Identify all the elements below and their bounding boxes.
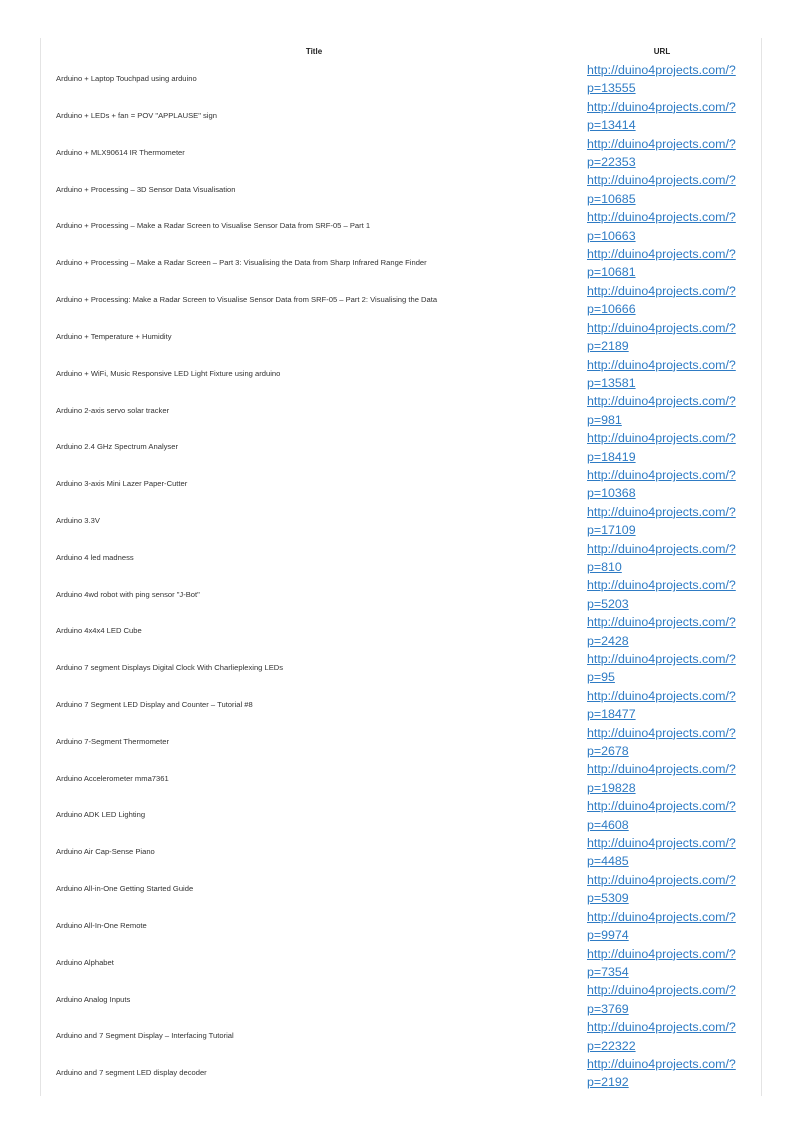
project-title: Arduino and 7 segment LED display decoder (56, 1068, 207, 1078)
url-cell (579, 945, 755, 982)
project-url-link[interactable]: http://duino4projects.com/?p=2678 (587, 725, 736, 759)
table-row (49, 98, 755, 135)
project-title: Arduino All-in-One Getting Started Guide (56, 884, 194, 894)
table-row (49, 356, 755, 393)
table-row (49, 282, 755, 319)
project-url-link[interactable]: http://duino4projects.com/?p=22322 (587, 1020, 736, 1053)
project-title: Arduino All-In-One Remote (56, 920, 147, 930)
project-title: Arduino 7 segment Displays Digital Clock With Charlieplexing LEDs (56, 663, 284, 673)
project-title: Arduino + LEDs + fan = POV "APPLAUSE" sign (56, 111, 217, 121)
table-row (49, 687, 755, 724)
column-header-title: Title (305, 47, 323, 56)
url-cell (579, 724, 755, 761)
table-header-row (49, 42, 755, 61)
project-title: Arduino Air Cap-Sense Piano (56, 847, 155, 857)
table-row (49, 576, 755, 613)
url-cell (579, 908, 755, 945)
table-row (49, 981, 755, 1018)
project-url-link[interactable]: http://duino4projects.com/?p=10681 (587, 247, 736, 280)
project-url-link[interactable]: http://duino4projects.com/?p=13581 (587, 357, 736, 390)
project-title: Arduino ADK LED Lighting (56, 810, 146, 820)
url-cell (579, 356, 755, 393)
url-cell (579, 208, 755, 245)
table-row (49, 61, 755, 98)
project-title: Arduino 3-axis Mini Lazer Paper-Cutter (56, 479, 188, 489)
project-url-link[interactable]: http://duino4projects.com/?p=2192 (587, 1056, 736, 1090)
table-row (49, 429, 755, 466)
project-url-link[interactable]: http://duino4projects.com/?p=10663 (587, 210, 736, 243)
table-row (49, 171, 755, 208)
url-cell (579, 613, 755, 650)
url-cell (579, 503, 755, 540)
url-cell (579, 540, 755, 577)
project-url-link[interactable]: http://duino4projects.com/?p=810 (587, 541, 736, 574)
project-url-link[interactable]: http://duino4projects.com/?p=9974 (587, 909, 736, 943)
project-url-link[interactable]: http://duino4projects.com/?p=10666 (587, 283, 736, 317)
table-row (49, 724, 755, 761)
url-cell (579, 760, 755, 797)
project-title: Arduino 2.4 GHz Spectrum Analyser (56, 442, 178, 452)
project-url-link[interactable]: http://duino4projects.com/?p=7354 (587, 946, 736, 979)
url-cell (579, 171, 755, 208)
table-row (49, 613, 755, 650)
url-cell (579, 650, 755, 687)
url-cell (579, 319, 755, 356)
url-cell (579, 98, 755, 135)
url-cell (579, 429, 755, 466)
project-url-link[interactable]: http://duino4projects.com/?p=95 (587, 652, 736, 685)
projects-table (49, 42, 755, 1092)
url-cell (579, 1055, 755, 1092)
project-url-link[interactable]: http://duino4projects.com/?p=5309 (587, 872, 736, 906)
project-title: Arduino 4wd robot with ping sensor "J-Bot" (56, 589, 200, 599)
project-title: Arduino + WiFi, Music Responsive LED Light Fixture using arduino (56, 368, 281, 378)
table-row (49, 1018, 755, 1055)
project-url-link[interactable]: http://duino4projects.com/?p=4485 (587, 836, 736, 869)
project-title: Arduino Alphabet (56, 957, 114, 967)
url-cell (579, 981, 755, 1018)
table-row (49, 1055, 755, 1092)
table-row (49, 466, 755, 503)
project-title: Arduino 4x4x4 LED Cube (56, 626, 142, 636)
project-url-link[interactable]: http://duino4projects.com/?p=17109 (587, 504, 736, 538)
project-url-link[interactable]: http://duino4projects.com/?p=13555 (587, 63, 736, 96)
project-title: Arduino 7 Segment LED Display and Counter – Tutorial #8 (56, 700, 253, 710)
project-title: Arduino + Processing – Make a Radar Screen to Visualise Sensor Data from SRF-05 – Part 1 (56, 221, 371, 231)
project-url-link[interactable]: http://duino4projects.com/?p=981 (587, 394, 736, 427)
project-title: Arduino + Processing: Make a Radar Screen to Visualise Sensor Data from SRF-05 – Part 2: Visualising the Data (56, 295, 438, 305)
url-cell (579, 687, 755, 724)
table-row (49, 760, 755, 797)
project-title: Arduino Accelerometer mma7361 (56, 773, 169, 783)
url-cell (579, 871, 755, 908)
project-title: Arduino + Temperature + Humidity (56, 331, 172, 341)
table-row (49, 208, 755, 245)
url-cell (579, 466, 755, 503)
project-url-link[interactable]: http://duino4projects.com/?p=3769 (587, 983, 736, 1016)
table-row (49, 540, 755, 577)
url-cell (579, 797, 755, 834)
table-row (49, 908, 755, 945)
project-url-link[interactable]: http://duino4projects.com/?p=22353 (587, 136, 736, 170)
project-url-link[interactable]: http://duino4projects.com/?p=2428 (587, 615, 736, 648)
project-url-link[interactable]: http://duino4projects.com/?p=18419 (587, 431, 736, 464)
project-url-link[interactable]: http://duino4projects.com/?p=5203 (587, 578, 736, 611)
table-row (49, 797, 755, 834)
url-cell (579, 392, 755, 429)
table-row (49, 834, 755, 871)
table-row (49, 319, 755, 356)
url-cell (579, 1018, 755, 1055)
table-row (49, 871, 755, 908)
url-cell (579, 282, 755, 319)
project-url-link[interactable]: http://duino4projects.com/?p=10685 (587, 173, 736, 206)
url-cell (579, 834, 755, 871)
project-url-link[interactable]: http://duino4projects.com/?p=13414 (587, 99, 736, 133)
project-title: Arduino + Laptop Touchpad using arduino (56, 74, 197, 84)
project-title: Arduino 4 led madness (56, 552, 134, 562)
project-title: Arduino and 7 Segment Display – Interfacing Tutorial (56, 1031, 234, 1041)
content-frame (40, 38, 762, 1096)
project-title: Arduino + Processing – 3D Sensor Data Visualisation (56, 184, 236, 194)
table-row (49, 945, 755, 982)
project-title: Arduino 7-Segment Thermometer (56, 736, 169, 746)
table-row (49, 135, 755, 172)
table-row (49, 245, 755, 282)
column-header-url: URL (653, 47, 671, 56)
project-title: Arduino + MLX90614 IR Thermometer (56, 147, 185, 157)
project-url-link[interactable]: http://duino4projects.com/?p=19828 (587, 762, 736, 795)
project-title: Arduino 3.3V (56, 515, 100, 525)
url-cell (579, 135, 755, 172)
project-url-link[interactable]: http://duino4projects.com/?p=18477 (587, 688, 736, 722)
project-url-link[interactable]: http://duino4projects.com/?p=4608 (587, 799, 736, 832)
project-title: Arduino 2-axis servo solar tracker (56, 405, 170, 415)
table-row (49, 503, 755, 540)
url-cell (579, 245, 755, 282)
project-url-link[interactable]: http://duino4projects.com/?p=2189 (587, 320, 736, 354)
url-cell (579, 576, 755, 613)
project-title: Arduino Analog Inputs (56, 994, 131, 1004)
table-row (49, 650, 755, 687)
project-title: Arduino + Processing – Make a Radar Screen – Part 3: Visualising the Data from Sharp Infrared Range Finder (56, 258, 427, 268)
project-url-link[interactable]: http://duino4projects.com/?p=10368 (587, 467, 736, 501)
table-row (49, 392, 755, 429)
url-cell (579, 61, 755, 98)
